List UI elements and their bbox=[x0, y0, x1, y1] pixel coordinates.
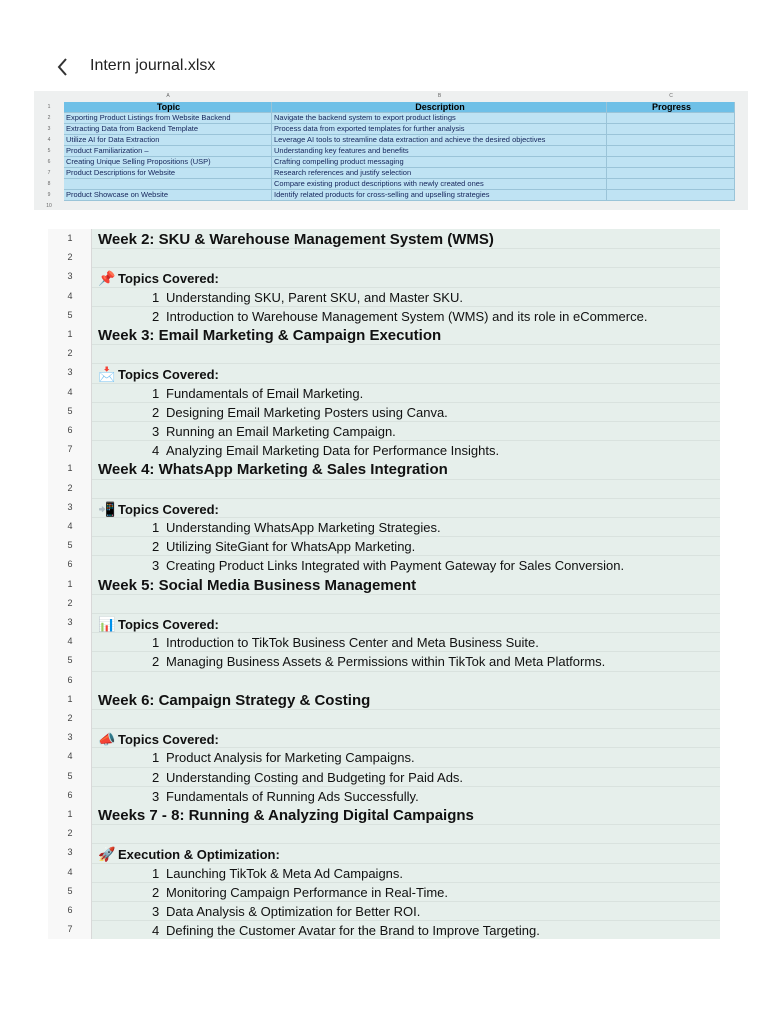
line-number: 1 bbox=[67, 808, 73, 819]
line-number: 2 bbox=[67, 828, 73, 839]
topic-item bbox=[152, 443, 499, 458]
item-text: Introduction to TikTok Business Center and Meta Business Suite. bbox=[166, 635, 539, 651]
line-number: 3 bbox=[67, 732, 73, 743]
topic-item bbox=[152, 386, 363, 401]
row-divider bbox=[92, 306, 720, 307]
line-number: 4 bbox=[67, 866, 73, 877]
item-text: Defining the Customer Avatar for the Brand to Improve Targeting. bbox=[166, 923, 540, 939]
table-cell[interactable]: Navigate the backend system to export product listings bbox=[272, 113, 607, 124]
item-text: Understanding WhatsApp Marketing Strategies. bbox=[166, 519, 441, 535]
header-cell[interactable]: Progress bbox=[607, 102, 735, 113]
line-number: 6 bbox=[67, 789, 73, 800]
item-number: 1 bbox=[152, 635, 160, 651]
row-divider bbox=[92, 479, 720, 480]
line-number: 2 bbox=[67, 348, 73, 359]
item-text: Product Analysis for Marketing Campaigns. bbox=[166, 750, 415, 766]
line-number: 2 bbox=[67, 712, 73, 723]
line-number: 4 bbox=[67, 636, 73, 647]
line-number: 3 bbox=[67, 616, 73, 627]
topic-item bbox=[152, 309, 647, 324]
line-number: 3 bbox=[67, 501, 73, 512]
mobile-phone-icon: 📲 bbox=[98, 500, 116, 517]
table-cell[interactable]: Product Descriptions for Website bbox=[64, 168, 272, 179]
row-divider bbox=[92, 498, 720, 499]
item-text: Utilizing SiteGiant for WhatsApp Marketing. bbox=[166, 539, 416, 555]
column-letter[interactable]: B bbox=[437, 93, 442, 99]
rocket-icon: 🚀 bbox=[98, 846, 116, 863]
table-cell[interactable] bbox=[64, 179, 272, 190]
table-cell[interactable]: Product Familiarization – bbox=[64, 146, 272, 157]
item-text: Data Analysis & Optimization for Better ROI. bbox=[166, 903, 421, 919]
subtitle-text: Topics Covered: bbox=[118, 501, 219, 517]
row-divider bbox=[92, 824, 720, 825]
line-number-gutter bbox=[48, 575, 92, 690]
topic-item bbox=[152, 424, 396, 439]
row-number[interactable]: 10 bbox=[46, 203, 52, 209]
row-divider bbox=[92, 671, 720, 672]
line-number: 4 bbox=[67, 290, 73, 301]
row-divider bbox=[92, 901, 720, 902]
row-number[interactable]: 5 bbox=[47, 148, 51, 154]
week-title: Week 5: Social Media Business Management bbox=[98, 576, 417, 594]
item-number: 3 bbox=[152, 424, 160, 439]
file-title: Intern journal.xlsx bbox=[90, 57, 216, 74]
week-title: Week 6: Campaign Strategy & Costing bbox=[98, 691, 371, 709]
topic-item bbox=[152, 520, 441, 535]
row-divider bbox=[92, 728, 720, 729]
item-text: Analyzing Email Marketing Data for Performance Insights. bbox=[166, 443, 500, 459]
week-section bbox=[48, 805, 720, 939]
topic-item bbox=[152, 750, 415, 765]
topic-item bbox=[152, 770, 463, 785]
item-text: Fundamentals of Email Marketing. bbox=[166, 385, 364, 401]
item-number: 3 bbox=[152, 558, 160, 574]
row-divider bbox=[92, 421, 720, 422]
line-number: 1 bbox=[67, 463, 73, 474]
week-section bbox=[48, 229, 720, 325]
week-section bbox=[48, 690, 720, 805]
back-arrow-icon[interactable] bbox=[52, 54, 74, 80]
row-divider bbox=[92, 344, 720, 345]
line-number: 5 bbox=[67, 655, 73, 666]
row-number[interactable]: 1 bbox=[47, 104, 51, 110]
line-number: 2 bbox=[67, 597, 73, 608]
line-number: 1 bbox=[67, 233, 73, 243]
line-number: 5 bbox=[67, 405, 73, 416]
section-subtitle bbox=[98, 270, 219, 287]
line-number: 7 bbox=[67, 924, 73, 935]
item-number: 1 bbox=[152, 289, 160, 305]
table-cell[interactable]: Research references and justify selection bbox=[272, 168, 607, 179]
item-number: 1 bbox=[152, 385, 160, 401]
item-number: 2 bbox=[152, 539, 160, 555]
table-cell[interactable]: Understanding key features and benefits bbox=[272, 146, 607, 157]
line-number: 5 bbox=[67, 770, 73, 781]
table-cell[interactable]: Creating Unique Selling Propositions (USP) bbox=[64, 157, 272, 168]
row-divider bbox=[92, 555, 720, 556]
line-number: 3 bbox=[67, 367, 73, 378]
item-text: Designing Email Marketing Posters using Canva. bbox=[166, 404, 448, 420]
row-divider bbox=[92, 882, 720, 883]
item-number: 2 bbox=[152, 308, 160, 324]
row-divider bbox=[92, 536, 720, 537]
table-cell[interactable] bbox=[607, 124, 735, 135]
subtitle-text: Topics Covered: bbox=[118, 271, 219, 287]
table-cell[interactable] bbox=[607, 135, 735, 146]
line-number: 1 bbox=[67, 693, 73, 704]
topic-item bbox=[152, 539, 415, 554]
subtitle-text: Execution & Optimization: bbox=[118, 847, 280, 863]
item-text: Introduction to Warehouse Management System (WMS) and its role in eCommerce. bbox=[166, 308, 648, 324]
subtitle-text: Topics Covered: bbox=[118, 367, 219, 383]
line-number: 5 bbox=[67, 885, 73, 896]
table-cell[interactable]: Crafting compelling product messaging bbox=[272, 157, 607, 168]
envelope-icon: 📩 bbox=[98, 366, 116, 383]
row-divider bbox=[92, 440, 720, 441]
row-divider bbox=[92, 920, 720, 921]
item-number: 2 bbox=[152, 884, 160, 900]
table-cell[interactable] bbox=[607, 157, 735, 168]
row-divider bbox=[92, 709, 720, 710]
line-number-gutter bbox=[48, 690, 92, 805]
topic-item bbox=[152, 654, 605, 669]
topic-item bbox=[152, 635, 539, 650]
weekly-journal bbox=[48, 229, 720, 939]
column-letter[interactable]: A bbox=[166, 93, 170, 99]
line-number: 6 bbox=[67, 425, 73, 435]
week-title: Week 2: SKU & Warehouse Management System (WMS) bbox=[98, 231, 494, 248]
item-text: Running an Email Marketing Campaign. bbox=[166, 424, 396, 439]
item-number: 3 bbox=[152, 788, 160, 804]
section-subtitle bbox=[98, 501, 219, 518]
pushpin-icon: 📌 bbox=[98, 270, 116, 287]
table-cell[interactable]: Leverage AI tools to streamline data extraction and achieve the desired objectives bbox=[272, 135, 607, 146]
app-header bbox=[0, 50, 768, 86]
item-number: 1 bbox=[152, 865, 160, 881]
section-subtitle bbox=[98, 846, 280, 863]
line-number: 7 bbox=[67, 444, 73, 455]
table-cell[interactable]: Process data from exported templates for further analysis bbox=[272, 124, 607, 135]
item-number: 1 bbox=[152, 750, 160, 766]
row-number[interactable]: 7 bbox=[47, 170, 51, 176]
line-number: 3 bbox=[67, 271, 73, 282]
week-title: Week 3: Email Marketing & Campaign Execution bbox=[98, 327, 442, 344]
item-number: 1 bbox=[152, 519, 160, 535]
table-cell[interactable]: Product Showcase on Website bbox=[64, 190, 272, 201]
row-divider bbox=[92, 613, 720, 614]
header-cell[interactable]: Description bbox=[272, 102, 607, 113]
line-number: 6 bbox=[67, 904, 73, 915]
topic-item bbox=[152, 885, 448, 900]
row-divider bbox=[92, 267, 720, 268]
item-text: Understanding SKU, Parent SKU, and Master SKU. bbox=[166, 289, 463, 305]
line-number: 5 bbox=[67, 309, 73, 320]
header-cell[interactable]: Topic bbox=[64, 102, 272, 113]
topic-item bbox=[152, 866, 403, 881]
spreadsheet-preview bbox=[34, 91, 748, 210]
item-number: 4 bbox=[152, 443, 160, 459]
week-section bbox=[48, 325, 720, 459]
line-number: 4 bbox=[67, 751, 73, 762]
row-number[interactable]: 6 bbox=[47, 159, 51, 165]
subtitle-text: Topics Covered: bbox=[118, 616, 219, 632]
line-number: 6 bbox=[67, 674, 73, 685]
megaphone-icon: 📣 bbox=[98, 731, 116, 748]
table-cell[interactable]: Exporting Product Listings from Website Backend bbox=[64, 113, 272, 124]
section-subtitle bbox=[98, 366, 219, 383]
table-cell[interactable]: Identify related products for cross-selling and upselling strategies bbox=[272, 190, 607, 201]
row-number[interactable]: 4 bbox=[47, 137, 51, 143]
line-number: 3 bbox=[67, 847, 73, 858]
week-title: Week 4: WhatsApp Marketing & Sales Integration bbox=[98, 461, 448, 479]
table-cell[interactable] bbox=[607, 113, 735, 124]
line-number: 5 bbox=[67, 540, 73, 551]
topic-item bbox=[152, 923, 540, 938]
row-number[interactable]: 2 bbox=[47, 115, 51, 121]
row-divider bbox=[92, 363, 720, 364]
row-number[interactable]: 3 bbox=[47, 126, 51, 132]
subtitle-text: Topics Covered: bbox=[118, 732, 219, 748]
row-divider bbox=[92, 767, 720, 768]
table-cell[interactable]: Utilize AI for Data Extraction bbox=[64, 135, 272, 146]
table-cell[interactable] bbox=[607, 179, 735, 190]
topic-item bbox=[152, 558, 624, 573]
section-subtitle bbox=[98, 616, 219, 633]
line-number: 1 bbox=[67, 329, 73, 339]
topic-item bbox=[152, 904, 420, 919]
row-divider bbox=[92, 786, 720, 787]
week-title: Weeks 7 - 8: Running & Analyzing Digital Campaigns bbox=[98, 806, 474, 824]
row-divider bbox=[92, 843, 720, 844]
line-number: 4 bbox=[67, 386, 73, 397]
table-cell[interactable] bbox=[607, 168, 735, 179]
row-number[interactable]: 8 bbox=[47, 181, 51, 187]
item-number: 2 bbox=[152, 654, 160, 670]
item-text: Monitoring Campaign Performance in Real-Time. bbox=[166, 884, 449, 900]
line-number: 6 bbox=[67, 559, 73, 570]
table-cell[interactable]: Extracting Data from Backend Template bbox=[64, 124, 272, 135]
row-divider bbox=[92, 651, 720, 652]
row-divider bbox=[92, 402, 720, 403]
week-section bbox=[48, 459, 720, 574]
line-number: 2 bbox=[67, 482, 73, 493]
table-cell[interactable] bbox=[607, 190, 735, 201]
item-number: 3 bbox=[152, 903, 160, 919]
item-text: Fundamentals of Running Ads Successfully. bbox=[166, 788, 419, 804]
item-text: Understanding Costing and Budgeting for Paid Ads. bbox=[166, 769, 464, 785]
week-section bbox=[48, 575, 720, 690]
row-number[interactable]: 9 bbox=[47, 192, 51, 198]
table-cell[interactable]: Compare existing product descriptions with newly created ones bbox=[272, 179, 607, 190]
bar-chart-icon: 📊 bbox=[98, 615, 116, 632]
item-text: Creating Product Links Integrated with Payment Gateway for Sales Conversion. bbox=[166, 558, 625, 574]
item-text: Managing Business Assets & Permissions within TikTok and Meta Platforms. bbox=[166, 654, 606, 670]
topic-item bbox=[152, 789, 419, 804]
column-letter[interactable]: C bbox=[669, 93, 673, 99]
item-text: Launching TikTok & Meta Ad Campaigns. bbox=[166, 865, 404, 881]
item-number: 2 bbox=[152, 769, 160, 785]
section-subtitle bbox=[98, 731, 219, 748]
topic-item bbox=[152, 405, 448, 420]
line-number: 1 bbox=[67, 578, 73, 589]
row-divider bbox=[92, 248, 720, 249]
item-number: 4 bbox=[152, 923, 160, 939]
line-number: 4 bbox=[67, 520, 73, 531]
line-number: 2 bbox=[67, 252, 73, 263]
table-cell[interactable] bbox=[607, 146, 735, 157]
row-divider bbox=[92, 594, 720, 595]
topic-item bbox=[152, 290, 463, 305]
line-number-gutter bbox=[48, 459, 92, 574]
item-number: 2 bbox=[152, 404, 160, 420]
